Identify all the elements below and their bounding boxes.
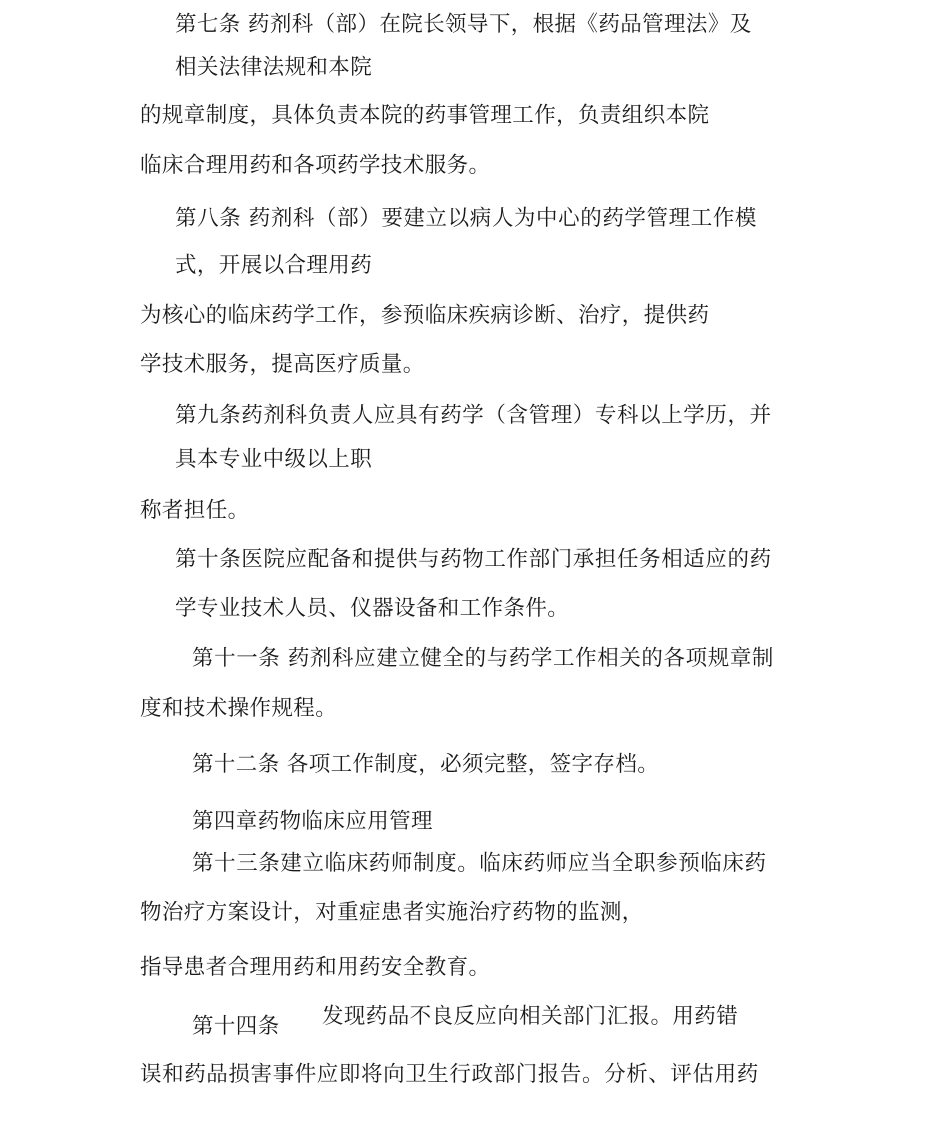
article-8-line-3: 为核心的临床药学工作，参预临床疾病诊断、治疗，提供药 bbox=[140, 303, 710, 328]
article-9-line-2: 具本专业中级以上职 bbox=[175, 447, 373, 472]
article-8-line-4: 学技术服务，提高医疗质量。 bbox=[140, 352, 425, 377]
article-8-line-2: 式，开展以合理用药 bbox=[175, 253, 373, 278]
article-12-line-1: 第十二条 各项工作制度，必须完整，签字存档。 bbox=[192, 752, 660, 777]
article-10-line-1: 第十条医院应配备和提供与药物工作部门承担任务相适应的药 bbox=[175, 547, 772, 572]
article-14-label: 第十四条 bbox=[192, 1014, 280, 1039]
article-7-line-2: 相关法律法规和本院 bbox=[175, 55, 373, 80]
article-8-line-1: 第八条 药剂科（部）要建立以病人为中心的药学管理工作模 bbox=[175, 206, 758, 231]
article-13-line-3: 指导患者合理用药和用药安全教育。 bbox=[140, 955, 491, 980]
article-13-line-1: 第十三条建立临床药师制度。临床药师应当全职参预临床药 bbox=[192, 851, 767, 876]
article-7-line-1: 第七条 药剂科（部）在院长领导下，根据《药品管理法》及 bbox=[175, 12, 752, 37]
article-14-line-1: 发现药品不良反应向相关部门汇报。用药错 bbox=[322, 1004, 739, 1029]
article-13-line-2: 物治疗方案设计，对重症患者实施治疗药物的监测， bbox=[140, 900, 644, 925]
article-7-line-3: 的规章制度，具体负责本院的药事管理工作，负责组织本院 bbox=[140, 103, 710, 128]
article-9-line-3: 称者担任。 bbox=[140, 498, 250, 523]
article-10-line-2: 学专业技术人员、仪器设备和工作条件。 bbox=[175, 596, 570, 621]
article-7-line-4: 临床合理用药和各项药学技术服务。 bbox=[140, 153, 491, 178]
article-9-line-1: 第九条药剂科负责人应具有药学（含管理）专科以上学历，并 bbox=[175, 403, 772, 428]
chapter-4-heading: 第四章药物临床应用管理 bbox=[192, 809, 433, 834]
article-11-line-2: 度和技术操作规程。 bbox=[140, 696, 338, 721]
article-14-line-2: 误和药品损害事件应即将向卫生行政部门报告。分析、评估用药 bbox=[140, 1062, 759, 1087]
article-11-line-1: 第十一条 药剂科应建立健全的与药学工作相关的各项规章制 bbox=[192, 646, 775, 671]
